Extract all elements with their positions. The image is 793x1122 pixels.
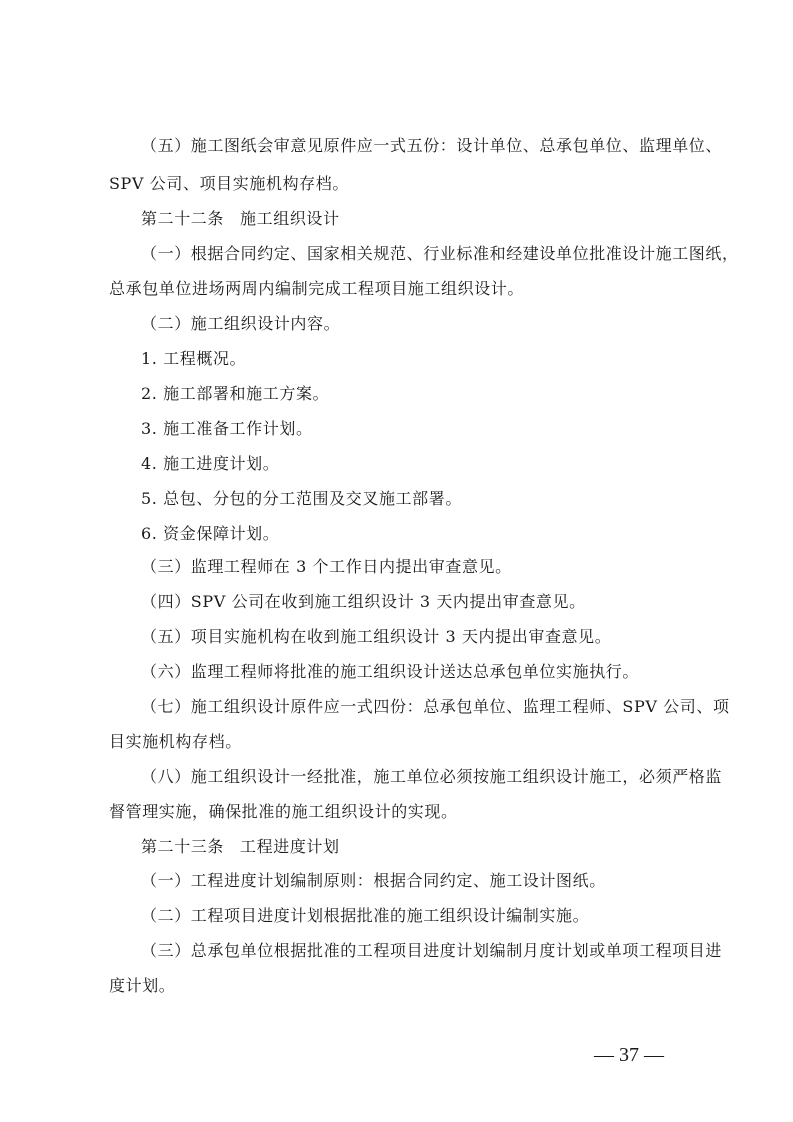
page-number: — 37 — xyxy=(594,1044,664,1066)
paragraph-line: （五）施工图纸会审意见原件应一式五份：设计单位、总承包单位、监理单位、 xyxy=(141,136,723,155)
list-item: 4. 施工进度计划。 xyxy=(141,454,280,473)
paragraph-line: （一）根据合同约定、国家相关规范、行业标准和经建设单位批准设计施工图纸， xyxy=(141,244,739,263)
list-item: 3. 施工准备工作计划。 xyxy=(141,419,313,438)
paragraph-line: 总承包单位进场两周内编制完成工程项目施工组织设计。 xyxy=(109,279,525,298)
paragraph-line: 督管理实施，确保批准的施工组织设计的实现。 xyxy=(109,802,458,821)
article-23-number: 第二十三条 xyxy=(141,837,225,856)
paragraph-line: （五）项目实施机构在收到施工组织设计 3 天内提出审查意见。 xyxy=(141,627,612,646)
paragraph-line: （四）SPV 公司在收到施工组织设计 3 天内提出审查意见。 xyxy=(141,592,586,611)
paragraph-line: （二）工程项目进度计划根据批准的施工组织设计编制实施。 xyxy=(141,906,590,925)
article-22-heading xyxy=(141,209,731,229)
list-item: 2. 施工部署和施工方案。 xyxy=(141,384,330,403)
article-23-heading xyxy=(141,837,731,857)
paragraph-line: （六）监理工程师将批准的施工组织设计送达总承包单位实施执行。 xyxy=(141,662,640,681)
paragraph-line: （二）施工组织设计内容。 xyxy=(141,314,341,333)
article-22-number: 第二十二条 xyxy=(141,209,225,228)
list-item: 1. 工程概况。 xyxy=(141,349,247,368)
paragraph-line: 目实施机构存档。 xyxy=(109,732,242,751)
paragraph-line: （七）施工组织设计原件应一式四份：总承包单位、监理工程师、SPV 公司、项 xyxy=(141,697,730,716)
list-item: 6. 资金保障计划。 xyxy=(141,524,280,543)
paragraph-line: 度计划。 xyxy=(109,976,176,995)
paragraph-line: SPV 公司、项目实施机构存档。 xyxy=(109,174,349,193)
article-23-title: 工程进度计划 xyxy=(240,837,340,856)
paragraph-line: （三）监理工程师在 3 个工作日内提出审查意见。 xyxy=(141,557,512,576)
paragraph-line: （一）工程进度计划编制原则：根据合同约定、施工设计图纸。 xyxy=(141,871,606,890)
paragraph-line: （三）总承包单位根据批准的工程项目进度计划编制月度计划或单项工程项目进 xyxy=(141,941,723,960)
list-item: 5. 总包、分包的分工范围及交叉施工部署。 xyxy=(141,489,462,508)
article-22-title: 施工组织设计 xyxy=(240,209,340,228)
paragraph-line: （八）施工组织设计一经批准，施工单位必须按施工组织设计施工，必须严格监 xyxy=(141,767,723,786)
